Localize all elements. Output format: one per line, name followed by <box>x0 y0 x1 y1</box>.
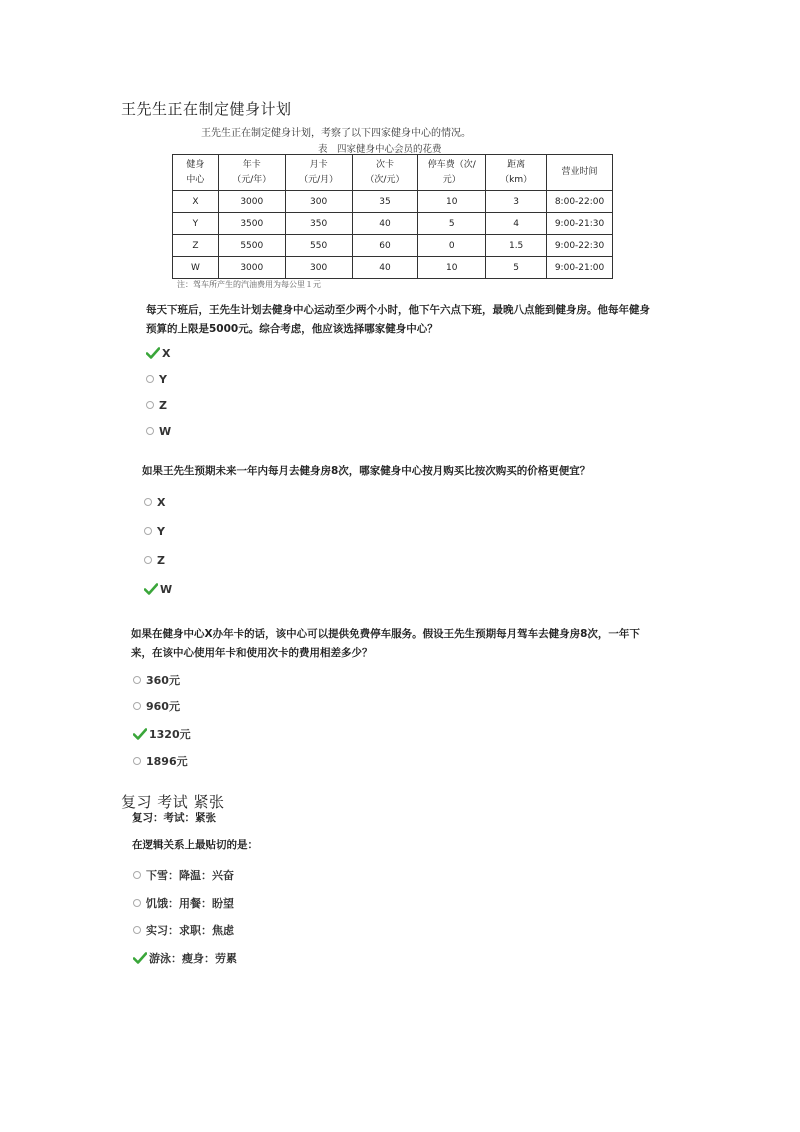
table-header-cell <box>547 155 613 191</box>
table-cell: 9:00-21:30 <box>547 213 613 235</box>
table-cell: 10 <box>418 191 486 213</box>
radio-circle-icon[interactable] <box>133 757 141 765</box>
answer-option[interactable] <box>144 494 165 510</box>
table-row <box>173 191 613 213</box>
checkmark-icon <box>133 952 147 964</box>
answer-option[interactable] <box>146 345 170 361</box>
header-text: 营业时间 <box>561 167 598 177</box>
table-cell: 300 <box>285 191 352 213</box>
answer-option[interactable] <box>133 950 237 966</box>
radio-circle-icon[interactable] <box>146 427 154 435</box>
table-cell: 35 <box>352 191 418 213</box>
radio-circle-icon[interactable] <box>146 401 154 409</box>
table-row <box>173 257 613 279</box>
answer-option[interactable] <box>144 552 165 568</box>
header-text: 健身 <box>186 159 205 170</box>
table-cell: 8:00-22:00 <box>547 191 613 213</box>
radio-circle-icon[interactable] <box>144 527 152 535</box>
question-text-line: 来，在该中心使用年卡和使用次卡的费用相差多少？ <box>131 647 373 659</box>
question-text-line: 如果王先生预期未来一年内每月去健身房8次，哪家健身中心按月购买比按次购买的价格更便宜？ <box>142 465 591 477</box>
table-row <box>173 235 613 257</box>
option-label: 下雪：降温：兴奋 <box>146 869 234 882</box>
table-cell: 3000 <box>218 191 285 213</box>
table-cell: 3500 <box>218 213 285 235</box>
option-label: 1896元 <box>146 755 188 768</box>
option-label: Z <box>157 553 165 567</box>
header-text: （元/月） <box>299 174 339 185</box>
table-cell: 5 <box>486 257 547 279</box>
header-text: 年卡 <box>242 159 261 170</box>
table-cell: 40 <box>352 213 418 235</box>
table-header-cell <box>173 155 219 191</box>
table-cell: 60 <box>352 235 418 257</box>
header-text: （元/年） <box>232 174 272 185</box>
radio-circle-icon[interactable] <box>144 556 152 564</box>
table-row <box>173 213 613 235</box>
question-text-line: 如果在健身中心X办年卡的话，该中心可以提供免费停车服务。假设王先生预期每月驾车去健身房8次，一年下 <box>131 628 640 640</box>
header-text: （km） <box>500 174 533 185</box>
option-label: 360元 <box>146 674 180 687</box>
fee-table <box>172 154 613 279</box>
option-label: Y <box>159 372 167 386</box>
header-text: 次卡 <box>375 159 394 170</box>
radio-circle-icon[interactable] <box>133 676 141 684</box>
checkmark-icon <box>144 583 158 595</box>
question-1 <box>146 301 650 339</box>
radio-circle-icon[interactable] <box>133 702 141 710</box>
header-text: 距离 <box>507 159 526 170</box>
checkmark-icon <box>133 728 147 740</box>
table-header-cell <box>418 155 486 191</box>
checkmark-icon <box>146 347 160 359</box>
answer-option[interactable] <box>133 895 234 911</box>
option-label: X <box>162 346 171 360</box>
header-text: 中心 <box>186 174 205 185</box>
table-cell: Z <box>173 235 219 257</box>
answer-option[interactable] <box>146 371 167 387</box>
table-intro: 王先生正在制定健身计划，考察了以下四家健身中心的情况。 <box>201 128 471 139</box>
table-caption: 表 四家健身中心会员的花费 <box>318 144 442 155</box>
option-label: W <box>160 582 173 596</box>
answer-option[interactable] <box>144 523 165 539</box>
answer-option[interactable] <box>133 753 188 769</box>
question-4-subtitle: 复习：考试：紧张 <box>132 812 216 824</box>
table-cell: 9:00-22:30 <box>547 235 613 257</box>
option-label: 960元 <box>146 700 180 713</box>
header-text: 停车费（次/ <box>427 159 476 170</box>
answer-option[interactable] <box>146 423 171 439</box>
table-cell: 300 <box>285 257 352 279</box>
table-cell: 40 <box>352 257 418 279</box>
table-header-cell <box>218 155 285 191</box>
table-note: 注：驾车所产生的汽油费用为每公里１元 <box>177 280 321 289</box>
radio-circle-icon[interactable] <box>144 498 152 506</box>
table-cell: 0 <box>418 235 486 257</box>
table-cell: 3000 <box>218 257 285 279</box>
question-2 <box>142 462 590 481</box>
table-header-row <box>173 155 613 191</box>
table-header-cell <box>285 155 352 191</box>
answer-option[interactable] <box>133 726 191 742</box>
header-text: 月卡 <box>309 159 328 170</box>
question-4-text: 在逻辑关系上最贴切的是： <box>132 839 258 851</box>
section-title-fitness: 王先生正在制定健身计划 <box>121 100 292 118</box>
answer-option[interactable] <box>133 867 234 883</box>
option-label: 1320元 <box>149 728 191 741</box>
radio-circle-icon[interactable] <box>146 375 154 383</box>
option-label: Z <box>159 398 167 412</box>
table-cell: 1.5 <box>486 235 547 257</box>
answer-option[interactable] <box>133 698 180 714</box>
table-cell: 4 <box>486 213 547 235</box>
radio-circle-icon[interactable] <box>133 871 141 879</box>
answer-option[interactable] <box>144 581 172 597</box>
table-cell: 9:00-21:00 <box>547 257 613 279</box>
option-label: 游泳：瘦身：劳累 <box>149 952 237 965</box>
radio-circle-icon[interactable] <box>133 899 141 907</box>
table-cell: X <box>173 191 219 213</box>
header-text: （次/元） <box>365 174 405 185</box>
table-cell: W <box>173 257 219 279</box>
table-cell: Y <box>173 213 219 235</box>
table-cell: 3 <box>486 191 547 213</box>
option-label: W <box>159 424 172 438</box>
table-cell: 550 <box>285 235 352 257</box>
table-cell: 350 <box>285 213 352 235</box>
section-title-review: 复习 考试 紧张 <box>121 793 225 811</box>
option-label: X <box>157 495 166 509</box>
option-label: Y <box>157 524 165 538</box>
option-label: 实习：求职：焦虑 <box>146 924 234 937</box>
header-text: 元） <box>442 174 461 185</box>
question-3 <box>131 625 640 663</box>
table-cell: 5500 <box>218 235 285 257</box>
question-text-line: 每天下班后，王先生计划去健身中心运动至少两个小时，他下午六点下班，最晚八点能到健身房。他每年健身 <box>146 304 650 316</box>
radio-circle-icon[interactable] <box>133 926 141 934</box>
table-header-cell <box>486 155 547 191</box>
table-cell: 5 <box>418 213 486 235</box>
answer-option[interactable] <box>133 672 180 688</box>
answer-option[interactable] <box>133 922 234 938</box>
question-text-line: 预算的上限是5000元。综合考虑，他应该选择哪家健身中心？ <box>146 323 438 335</box>
answer-option[interactable] <box>146 397 167 413</box>
option-label: 饥饿：用餐：盼望 <box>146 897 234 910</box>
table-header-cell <box>352 155 418 191</box>
table-cell: 10 <box>418 257 486 279</box>
